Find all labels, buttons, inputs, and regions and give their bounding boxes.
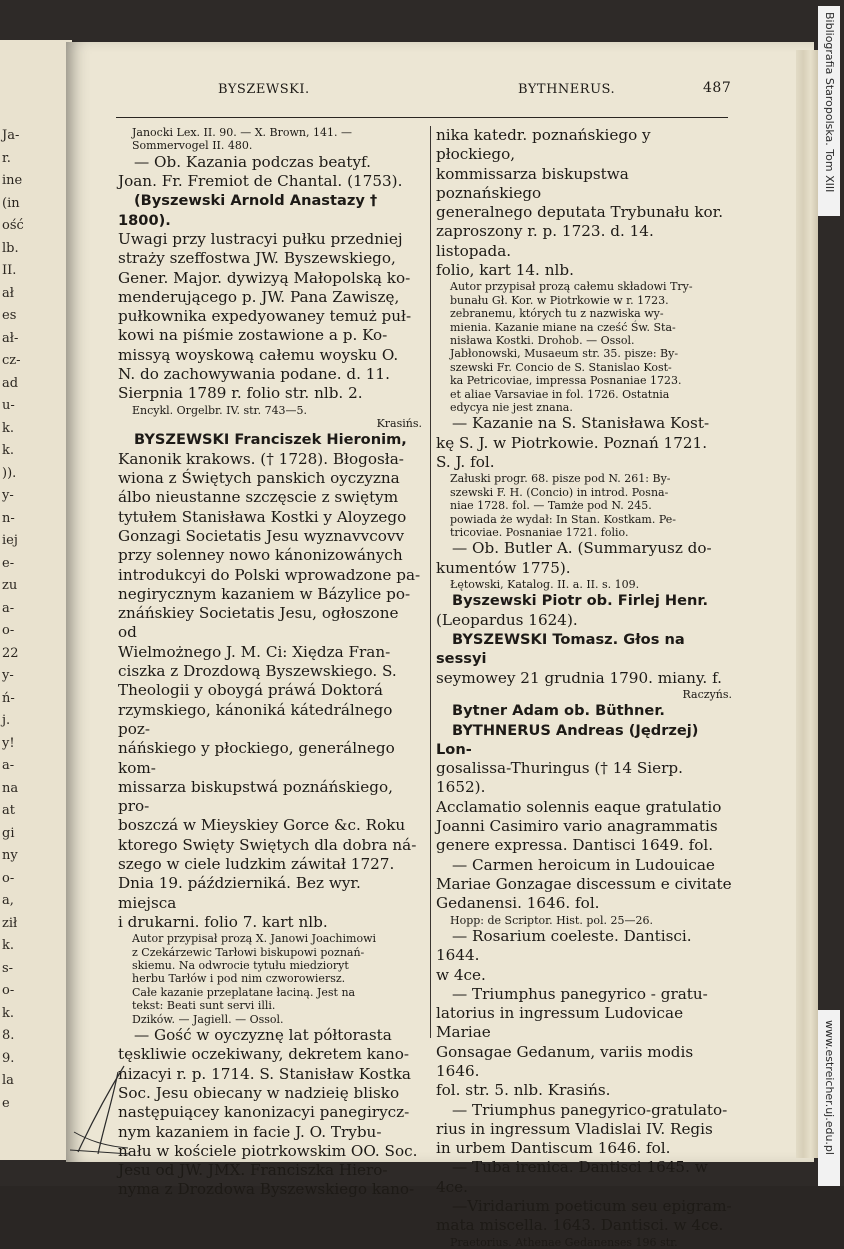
previous-page-fragment: y- [2, 488, 14, 503]
text-line: Sierpnia 1789 r. folio str. nlb. 2. [118, 384, 363, 403]
text-line: skiemu. Na odwrocie tytułu miedzioryt [132, 959, 349, 973]
previous-page-fragment: cz- [2, 353, 21, 368]
text-line: tytułem Stanisława Kostki y Aloyzego [118, 507, 407, 526]
text-line: introdukcyi do Polski wprowadzone pa- [118, 565, 421, 584]
side-label-bottom: www.estreicher.uj.edu.pl [823, 1020, 836, 1155]
text-line: Gener. Major. dywizyą Małopolską ko- [118, 268, 411, 287]
left-column [118, 126, 422, 1200]
library-signature-mark [68, 1062, 132, 1158]
previous-page-fragment: k. [2, 443, 15, 458]
text-line: — Tuba irenica. Dantisci 1645. w [452, 1158, 708, 1177]
previous-page-fragment: k. [2, 1005, 15, 1021]
previous-page-fragment: ń- [2, 690, 15, 706]
text-line: — Gość w oyczyznę lat półtorasta [134, 1026, 392, 1045]
text-line: seymowey 21 grudnia 1790. miany. f. [436, 668, 722, 687]
previous-page-fragment: iej [2, 533, 18, 548]
text-line: nału w kościele piotrkowskim OO. Soc. [118, 1141, 418, 1160]
previous-page-fragment: 9. [2, 1050, 15, 1066]
column-divider [430, 126, 431, 1038]
text-line: Gonzagi Societatis Jesu wyznavvcovv [118, 526, 405, 545]
previous-page-fragment: n- [2, 510, 15, 526]
text-line: bunału Gł. Kor. w Piotrkowie w r. 1723. [450, 293, 669, 307]
text-line: Autor przypisał prozą X. Janowi Joachimowi [132, 932, 377, 946]
previous-page-fragment: es [2, 308, 17, 323]
text-line: edycya nie jest znana. [450, 401, 573, 415]
text-line: nizacyi r. p. 1714. S. Stanisław Kostka [118, 1064, 411, 1083]
text-line: boszczá w Mieyskiey Gorce &c. Roku [118, 816, 406, 835]
text-line: Autor przypisał prozą całemu składowi Try- [450, 280, 693, 294]
text-line: Dnia 19. páździerniká. Bez wyr. miejsca [118, 874, 361, 912]
previous-page-fragment: lb. [2, 240, 19, 256]
text-line: — Rosarium coeleste. Dantisci. 1644. [436, 926, 692, 965]
previous-page-fragment: gi [2, 825, 15, 841]
previous-page-fragment: y- [2, 668, 14, 683]
text-line: et aliae Varsaviae in fol. 1726. Ostatnia [450, 387, 670, 401]
text-line: ciszka z Drozdową Byszewskiego. S. [118, 662, 397, 681]
text-line: i drukarni. folio 7. kart nlb. [118, 912, 328, 931]
page-number: 487 [703, 80, 732, 96]
previous-page-fragment: (in [2, 195, 20, 211]
text-line: kę S. J. w Piotrkowie. Poznań 1721. [436, 433, 708, 452]
text-line: Wielmożnego J. M. Ci: Xiędza Fran- [118, 642, 391, 661]
text-line: (Byszewski Arnold Anastazy † 1800). [118, 192, 378, 229]
text-line: ka Petricoviae, impressa Posnaniae 1723. [450, 374, 682, 388]
previous-page-fragment: )). [2, 465, 17, 481]
text-line: zebranemu, których tu z nazwiska wy- [450, 307, 664, 321]
text-line: szewski Fr. Concio de S. Stanislao Kost- [450, 360, 672, 374]
text-line: BYSZEWSKI Franciszek Hieronim, [134, 431, 407, 449]
previous-page-fragment: y! [2, 735, 15, 751]
previous-page-fragment: r. [2, 150, 11, 166]
text-line: z Czekárzewic Tarłowi biskupowi poznań- [132, 945, 365, 959]
side-label-top: Bibliografia Staropolska. Tom XIII [823, 12, 836, 193]
text-line: folio, kart 14. nlb. [436, 261, 574, 280]
previous-page-fragment: o- [2, 870, 15, 886]
text-line: fol. str. 5. nlb. Krasińs. [436, 1081, 611, 1100]
text-line: Acclamatio solennis eaque gratulatio [436, 797, 722, 816]
header-rule [116, 117, 728, 118]
text-line: Encykl. Orgelbr. IV. str. 743—5. [132, 403, 308, 417]
text-line: ktorego Swięty Swiętych dla dobra ná- [118, 835, 417, 854]
text-line: álbo nieustanne szczęscie z swiętym [118, 488, 399, 507]
text-line: BYTHNERUS Andreas (Jędrzej) Lon- [436, 721, 699, 758]
text-line: S. J. fol. [436, 453, 495, 472]
text-line: straży szeffostwa JW. Byszewskiego, [118, 249, 396, 268]
text-line: nyma z Drozdowa Byszewskiego kano- [118, 1180, 415, 1199]
side-label-top-box [818, 6, 840, 216]
previous-page-fragment: ad [2, 375, 19, 391]
text-line: — Triumphus panegyrico - gratu- [452, 984, 708, 1003]
text-line: Łętowski, Katalog. II. a. II. s. 109. [450, 577, 640, 591]
text-line: nym kazaniem in facie J. O. Trybu- [118, 1122, 382, 1141]
previous-page-fragment: u- [2, 398, 15, 413]
text-line: przy solenney nowo kánonizowánych [118, 546, 403, 565]
previous-page-fragment: la [2, 1073, 14, 1088]
text-line: menderującego p. JW. Pana Zawiszę, [118, 287, 400, 306]
text-line: tekst: Beati sunt servi illi. [132, 999, 276, 1013]
text-line: mata miscella. 1643. Dantisci. w 4ce. [436, 1216, 724, 1235]
text-line: — Ob. Kazania podczas beatyf. [134, 152, 371, 171]
text-line: Krasińs. [376, 417, 422, 431]
text-line: Soc. Jesu obiecany w nadzieię blisko [118, 1083, 400, 1102]
text-line: Mariae Gonzagae discessum e civitate [436, 874, 732, 893]
text-line: Gonsagae Gedanum, variis modis 1646. [436, 1042, 694, 1080]
text-line: missyą woyskową całemu woysku O. [118, 345, 399, 364]
text-line: náńskiego y płockiego, generálnego kom- [118, 739, 395, 777]
text-line: kumentów 1775). [436, 558, 571, 577]
text-line: Theologii y oboygá práwá Doktorá [118, 681, 383, 700]
text-line: Bytner Adam ob. Büthner. [452, 702, 665, 720]
text-line: N. do zachowywania podane. d. 11. [118, 365, 390, 384]
text-line: generalnego deputata Trybunału kor. [436, 203, 724, 222]
text-line: (Leopardus 1624). [436, 610, 578, 629]
previous-page-fragment: a- [2, 758, 15, 773]
text-line: rzymskiego, kánoniká kátedrálnego poz- [118, 700, 393, 738]
text-line: herbu Tarłów i pod nim czworowiersz. [132, 972, 346, 986]
text-line: —Viridarium poeticum seu epigram- [452, 1197, 732, 1216]
previous-page-fragment: 22 [2, 645, 19, 661]
text-line: Uwagi przy lustracyi pułku przedniej [118, 230, 403, 248]
text-line: kowi na piśmie zostawione a p. Ko- [118, 326, 388, 345]
text-line: Jabłonowski, Musaeum str. 35. pisze: By- [450, 347, 679, 361]
text-line: negirycznym kazaniem w Bázylice po- [118, 584, 411, 603]
text-line: missarza biskupstwá poznáńskiego, pro- [118, 777, 393, 816]
text-line: pułkownika expedyowaney temuż puł- [118, 307, 412, 326]
text-line: Całe kazanie przeplatane łaciną. Jest na [132, 985, 356, 999]
text-line: powiada że wydał: In Stan. Kostkam. Pe- [450, 512, 676, 526]
text-line: Hopp: de Scriptor. Hist. pol. 25—26. [450, 913, 653, 927]
text-line: mienia. Kazanie miane na cześć Św. Sta- [450, 320, 676, 334]
previous-page-edge [0, 40, 72, 1160]
text-line: niae 1728. fol. — Tamże pod N. 245. [450, 499, 652, 513]
text-line: in urbem Dantiscum 1646. fol. [436, 1139, 671, 1158]
previous-page-fragment: ził [2, 915, 18, 931]
text-line: tricoviae. Posnaniae 1721. folio. [450, 525, 629, 539]
previous-page-fragment: 8. [2, 1028, 15, 1043]
previous-page-fragment: zu [2, 578, 18, 593]
running-head-left: BYSZEWSKI. [218, 82, 310, 97]
text-line: wiona z Świętych panskich oyczyzna [118, 469, 400, 488]
previous-page-fragment: k. [2, 938, 15, 953]
previous-page-fragment: a- [2, 600, 15, 616]
text-line: Joan. Fr. Fremiot de Chantal. (1753). [118, 172, 403, 191]
text-line: tęskliwie oczekiwany, dekretem kano- [118, 1045, 410, 1064]
text-line: genere expressa. Dantisci 1649. fol. [436, 836, 714, 855]
text-line: 4ce. [436, 1177, 468, 1196]
text-line: gosalissa-Thuringus († 14 Sierp. 1652). [436, 759, 683, 797]
previous-page-fragment: j. [2, 713, 11, 728]
text-line: BYSZEWSKI Tomasz. Głos na sessyi [436, 630, 685, 668]
previous-page-fragment: o- [2, 623, 15, 638]
text-line: Jesu od JW. JMX. Franciszka Hiero- [118, 1161, 388, 1180]
previous-page-fragment: Ja- [2, 128, 20, 143]
running-head-right: BYTHNERUS. [518, 82, 616, 97]
text-line: rius in ingressum Vladislai IV. Regis [436, 1119, 713, 1138]
text-line: Janocki Lex. II. 90. — X. Brown, 141. — [132, 126, 352, 139]
text-line: — Ob. Butler A. (Summaryusz do- [452, 539, 712, 558]
previous-page-fragment: II. [2, 263, 17, 278]
text-line: — Triumphus panegyrico-gratulato- [452, 1100, 728, 1119]
text-line: — Kazanie na S. Stanisława Kost- [452, 414, 710, 433]
previous-page-fragment: o- [2, 983, 15, 998]
page-stack-edge [796, 50, 818, 1158]
text-line: latorius in ingressum Ludovicae Mariae [436, 1004, 684, 1042]
text-line: Załuski progr. 68. pisze pod N. 261: By- [450, 472, 671, 486]
text-line: Byszewski Piotr ob. Firlej Henr. [452, 592, 709, 610]
text-line: Joanni Casimiro vario anagrammatis [436, 817, 718, 836]
text-line: kommissarza biskupstwa poznańskiego [436, 164, 629, 202]
text-line: w 4ce. [436, 965, 486, 984]
text-line: następuiącey kanonizacyi panegirycz- [118, 1103, 410, 1122]
right-column [436, 126, 732, 1249]
previous-page-fragment: ość [2, 218, 24, 233]
text-line: nika katedr. poznańskiego y płockiego, [436, 126, 651, 164]
previous-page-fragment: at [2, 803, 15, 818]
text-line: nisława Kostki. Drohob. — Ossol. [450, 334, 635, 347]
text-line: Kanonik krakows. († 1728). Błogosła- [118, 449, 404, 468]
previous-page-fragment: e [2, 1095, 10, 1111]
text-line: znáńskiey Societatis Jesu, ogłoszone od [118, 604, 399, 642]
previous-page-fragment: e- [2, 555, 15, 571]
text-line: szego w ciele ludzkim záwitał 1727. [118, 855, 395, 874]
previous-page-fragment: ny [2, 848, 18, 863]
side-label-bottom-box [818, 1010, 840, 1186]
previous-page-fragment: na [2, 780, 19, 796]
text-line: Dzików. — Jagiell. — Ossol. [132, 1012, 284, 1026]
previous-page-fragment: a, [2, 893, 14, 908]
text-line: — Carmen heroicum in Ludouicae [452, 855, 715, 874]
previous-page-fragment: ał [2, 285, 14, 301]
previous-page-fragment: k. [2, 420, 15, 436]
text-line: Praetorius. Athenae Gedanenses 196 str. [450, 1235, 678, 1249]
text-line: Gedanensi. 1646. fol. [436, 894, 600, 913]
previous-page-fragment: ine [2, 173, 23, 188]
text-line: zaproszony r. p. 1723. d. 14. listopada. [436, 222, 654, 260]
text-line: szewski F. H. (Concio) in introd. Posna- [450, 485, 669, 499]
previous-page-fragment: ał- [2, 330, 19, 346]
text-line: Sommervogel II. 480. [132, 139, 253, 153]
text-line: Raczyńs. [682, 687, 732, 701]
previous-page-fragment: s- [2, 960, 14, 976]
